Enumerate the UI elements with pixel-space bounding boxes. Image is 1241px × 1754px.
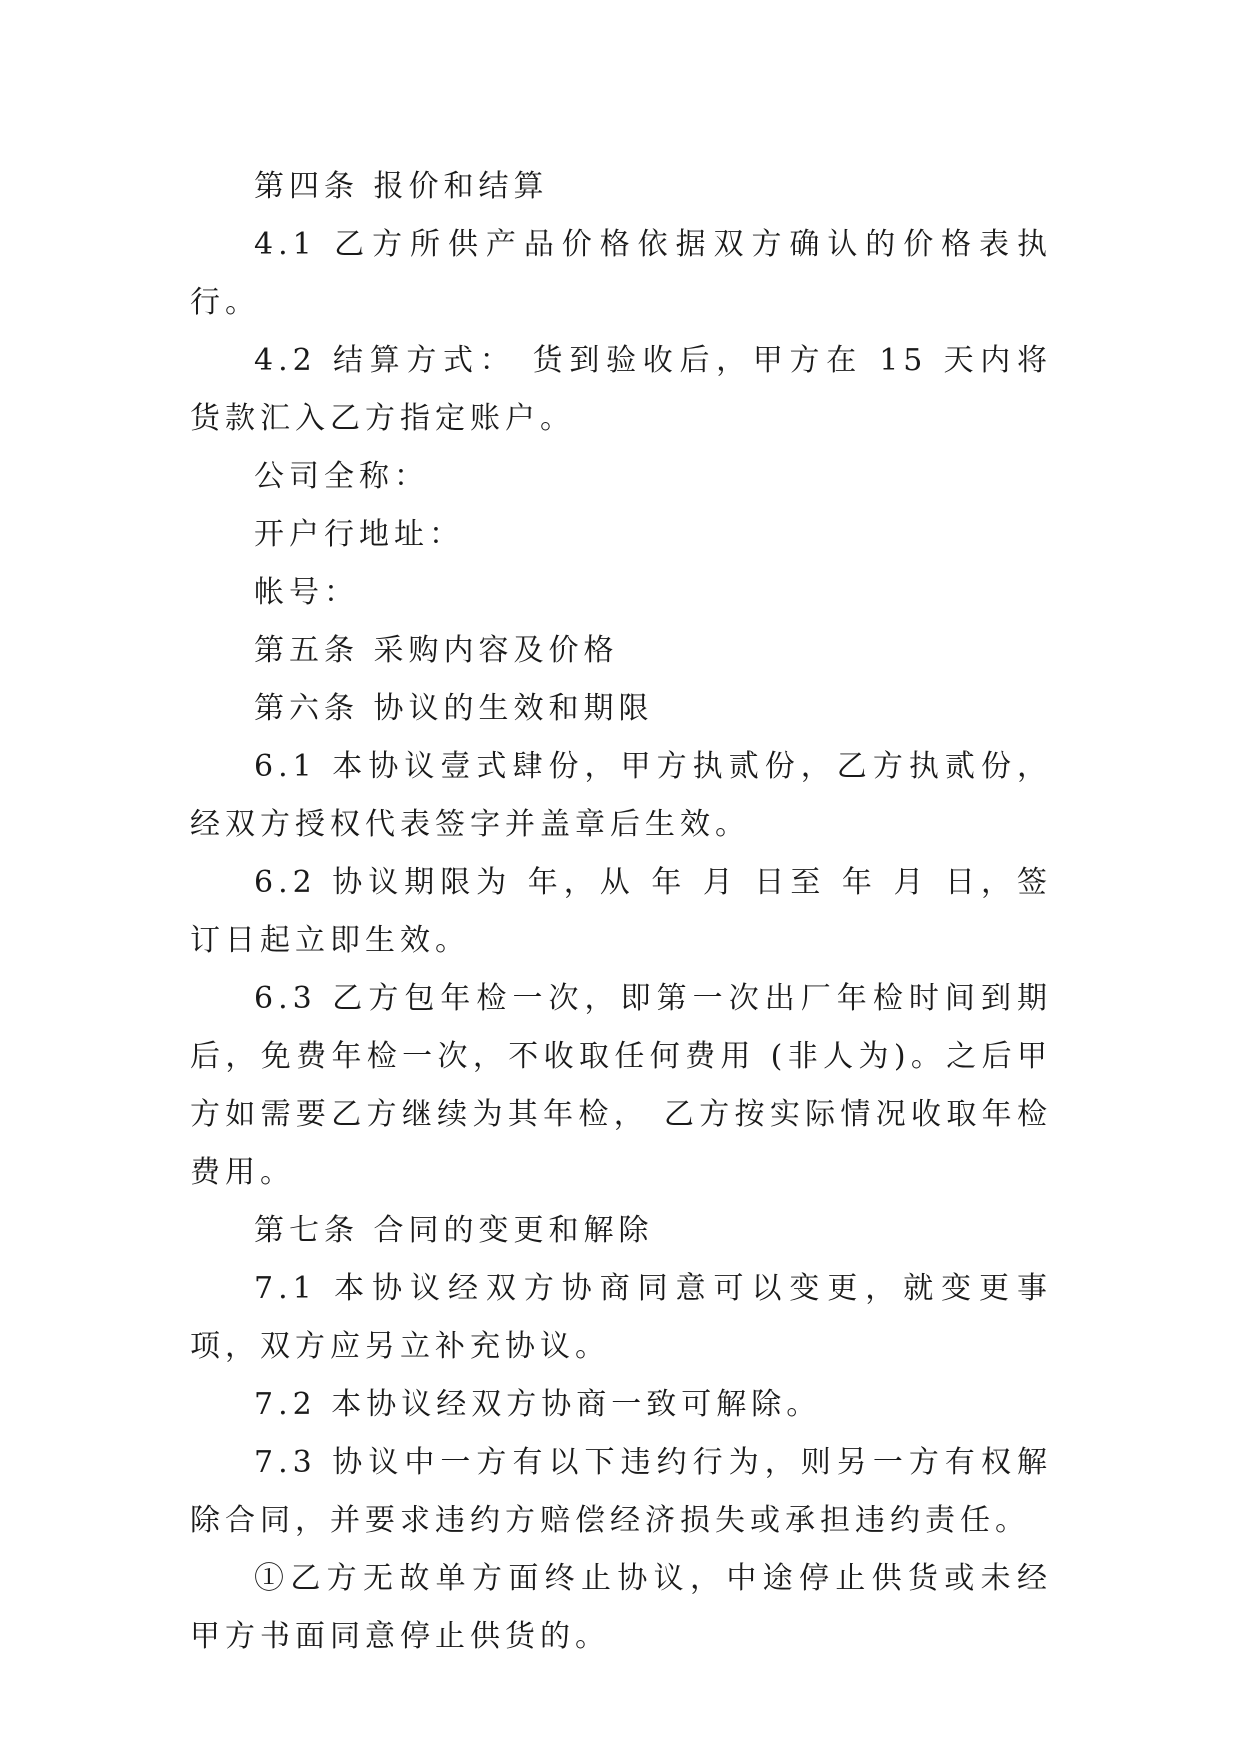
heading-article-5: 第五条 采购内容及价格 [254, 633, 619, 668]
clause-4-1: 4.1 乙方所供产品价格依据双方确认的价格表执行。 [190, 227, 1052, 320]
field-account-number: 帐号： [254, 575, 359, 610]
clause-6-1: 6.1 本协议壹式肆份，甲方执贰份，乙方执贰份，经双方授权代表签字并盖章后生效。 [190, 749, 1052, 842]
clause-7-1: 7.1 本协议经双方协商同意可以变更，就变更事项，双方应另立补充协议。 [190, 1271, 1052, 1364]
clause-7-2: 7.2 本协议经双方协商一致可解除。 [254, 1387, 822, 1422]
heading-article-4: 第四条 报价和结算 [254, 169, 549, 204]
document-body [190, 158, 1052, 1666]
heading-article-7: 第七条 合同的变更和解除 [254, 1213, 654, 1248]
clause-6-2: 6.2 协议期限为 年，从 年 月 日至 年 月 日，签订日起立即生效。 [190, 865, 1052, 958]
clause-7-3-item-1: ①乙方无故单方面终止协议，中途停止供货或未经甲方书面同意停止供货的。 [190, 1561, 1052, 1654]
clause-6-3: 6.3 乙方包年检一次，即第一次出厂年检时间到期后，免费年检一次，不收取任何费用 (非人为)。之后甲方如需要乙方继续为其年检， 乙方按实际情况收取年检费用。 [190, 981, 1052, 1190]
clause-4-2: 4.2 结算方式： 货到验收后，甲方在 15 天内将货款汇入乙方指定账户。 [190, 343, 1052, 436]
heading-article-6: 第六条 协议的生效和期限 [254, 691, 654, 726]
field-bank-address: 开户行地址： [254, 517, 464, 552]
field-company-name: 公司全称： [254, 459, 429, 494]
clause-7-3: 7.3 协议中一方有以下违约行为，则另一方有权解除合同，并要求违约方赔偿经济损失或承担违约责任。 [190, 1445, 1052, 1538]
